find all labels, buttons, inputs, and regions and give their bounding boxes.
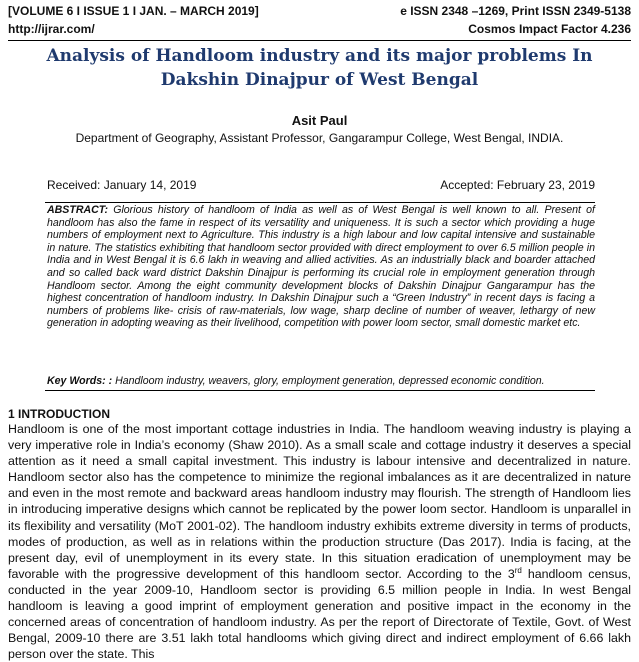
- author-affiliation: Department of Geography, Assistant Professor, Gangarampur College, West Bengal, INDIA.: [75, 131, 564, 145]
- keywords-label: Key Words: :: [47, 375, 113, 387]
- keywords-text: Handloom industry, weavers, glory, employment generation, depressed economic condition.: [112, 375, 545, 387]
- paper-title: Analysis of Handloom industry and its major problems In Dakshin Dinajpur of West Bengal: [46, 46, 593, 90]
- abstract-text: Glorious history of handloom of India as well as of West Bengal is well known to all. Present of handloom has also the fame in respect of its versatility and uniqueness. It is such a sector which providing a huge numbers of employment next to Agriculture. This industry is a high labour and low capital intensive and sustainable in nature. The statistics exhibiting that handloom sector provided with direct employment to over 6.5 million people in India and in West Bengal it is 6.6 lakh in weaving and allied activities. As an industrially black and boarder attached and so called back ward district Dakshin Dinajpur is performing its crucial role in employment generation through Handloom sector. Among the eight community development blocks of Dakshin Dinajpur Gangarampur has the highest concentration of handloom industry. In Dakshin Dinajpur such a “Green Industry” in recent days is facing a numbers of problems like- crisis of raw-materials, low wage, sharp decline of number of weaver, lethargy of new generation in adopting weaving as their livelihood, competition with power loom sector, small domestic market etc.: [47, 204, 595, 330]
- journal-header-left: [8, 2, 259, 38]
- accepted-date: Accepted: February 23, 2019: [440, 178, 595, 192]
- intro-superscript: rd: [514, 565, 522, 575]
- introduction-body: [8, 421, 631, 662]
- received-date: Received: January 14, 2019: [47, 178, 197, 192]
- journal-header-right: [400, 2, 631, 38]
- intro-text-1: Handloom is one of the most important cottage industries in India. The handloom weaving industry is playing a very imperative role in India’s economy (Shaw 2010). As a small scale and cottage industry it deserves a special attention as it need a small capital investment. This industry is labour intensive and decentralized in nature. Handloom sector also has the competence to minimize the regional imbalances as it are decentralized in nature and even in the most remote and backward areas handloom industry may flourish. The strength of Handloom lies in introducing imperative designs which cannot be replicated by the power loom sector. Handloom is unparallel in its flexibility and versatility (MoT 2001-02). The handloom industry exhibits extreme diversity in terms of products, modes of production, as well as in relations within the production structure (Das 2017). India is facing, at the present day, evil of unemployment in its every state. In this situation eradication of unemployment may be favorable with the progressive development of this handloom sector. According to the 3: [8, 422, 631, 581]
- author-name: Asit Paul: [291, 113, 348, 128]
- impact-factor: Cosmos Impact Factor 4.236: [468, 22, 631, 36]
- journal-url[interactable]: http://ijrar.com/: [8, 22, 95, 36]
- issn-line: e ISSN 2348 –1269, Print ISSN 2349-5138: [400, 4, 631, 18]
- intro-text-2: handloom census, conducted in the year 2009-10, Handloom sector is providing 6.5 million people in India. In west Bengal handloom is leaving a good imprint of employment generation and positive impact in the economy in the concerned areas of concentration of handloom industry. As per the report of Directorate of Textile, Govt. of West Bengal, 2009-10 there are 3.51 lakh total handlooms which giving direct and indirect employment of 6.66 lakh person over the state. This: [8, 566, 631, 662]
- abstract-label: ABSTRACT:: [47, 204, 109, 216]
- volume-line: [VOLUME 6 I ISSUE 1 I JAN. – MARCH 2019]: [8, 4, 259, 18]
- section-heading: 1 INTRODUCTION: [8, 407, 110, 421]
- header-divider: [8, 40, 631, 41]
- abstract: [47, 204, 595, 330]
- keywords: [47, 374, 595, 388]
- keywords-divider: [45, 390, 595, 391]
- abstract-divider-top: [45, 202, 595, 203]
